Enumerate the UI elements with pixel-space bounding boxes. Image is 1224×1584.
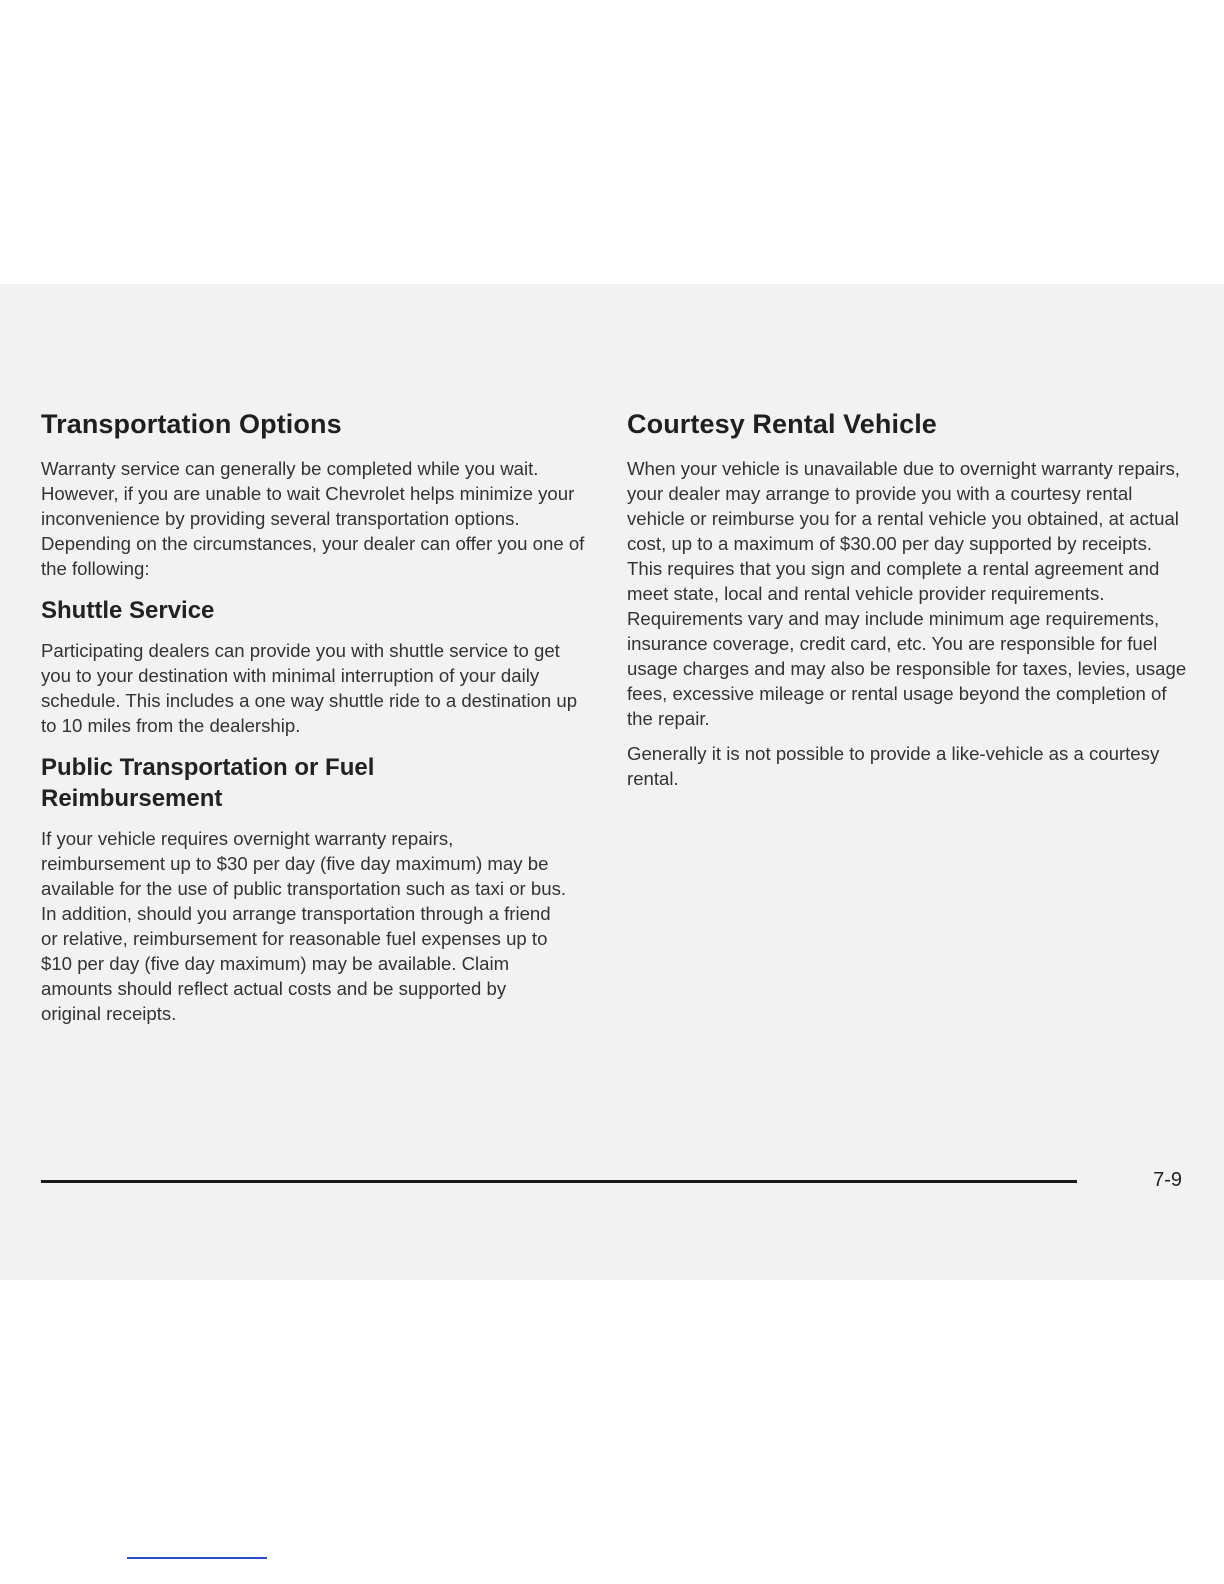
courtesy-rental-title: Courtesy Rental Vehicle [627, 409, 937, 439]
right-column [627, 406, 1187, 801]
left-column [41, 406, 589, 1036]
transportation-options-intro: Warranty service can generally be completed while you wait. However, if you are unable to wait Chevrolet helps minimize your inconvenience by providing several transportation options. Depending on the circumstances, your dealer can offer you one of the following: [41, 458, 585, 579]
courtesy-rental-note: Generally it is not possible to provide a like-vehicle as a courtesy rental. [627, 743, 1160, 789]
transportation-options-title: Transportation Options [41, 409, 342, 439]
footer-rule [41, 1180, 1077, 1183]
courtesy-rental-text: When your vehicle is unavailable due to overnight warranty repairs, your dealer may arrange to provide you with a courtesy rental vehicle or reimburse you for a rental vehicle you obtained, at actual cost, up to a maximum of $30.00 per day supported by receipts. This requires that you sign and complete a rental agreement and meet state, local and rental vehicle provider requirements. Requirements vary and may include minimum age requirements, insurance coverage, credit card, etc. You are responsible for fuel usage charges and may also be responsible for taxes, levies, usage fees, excessive mileage or rental usage beyond the completion of the repair. [627, 458, 1187, 729]
shuttle-service-heading: Shuttle Service [41, 597, 215, 624]
public-transportation-heading: Public Transportation or Fuel Reimbursement [41, 754, 375, 812]
bottom-link-underline[interactable] [127, 1557, 267, 1559]
public-transportation-text: If your vehicle requires overnight warranty repairs, reimbursement up to $30 per day (five day maximum) may be available for the use of public transportation such as taxi or bus. In addition, should you arrange transportation through a friend or relative, reimbursement for reasonable fuel expenses up to $10 per day (five day maximum) may be available. Claim amounts should reflect actual costs and be supported by original receipts. [41, 828, 567, 1024]
page-number: 7-9 [1153, 1169, 1182, 1191]
shuttle-service-text: Participating dealers can provide you with shuttle service to get you to your destination with minimal interruption of your daily schedule. This includes a one way shuttle ride to a destination up to 10 miles from the dealership. [41, 640, 578, 736]
